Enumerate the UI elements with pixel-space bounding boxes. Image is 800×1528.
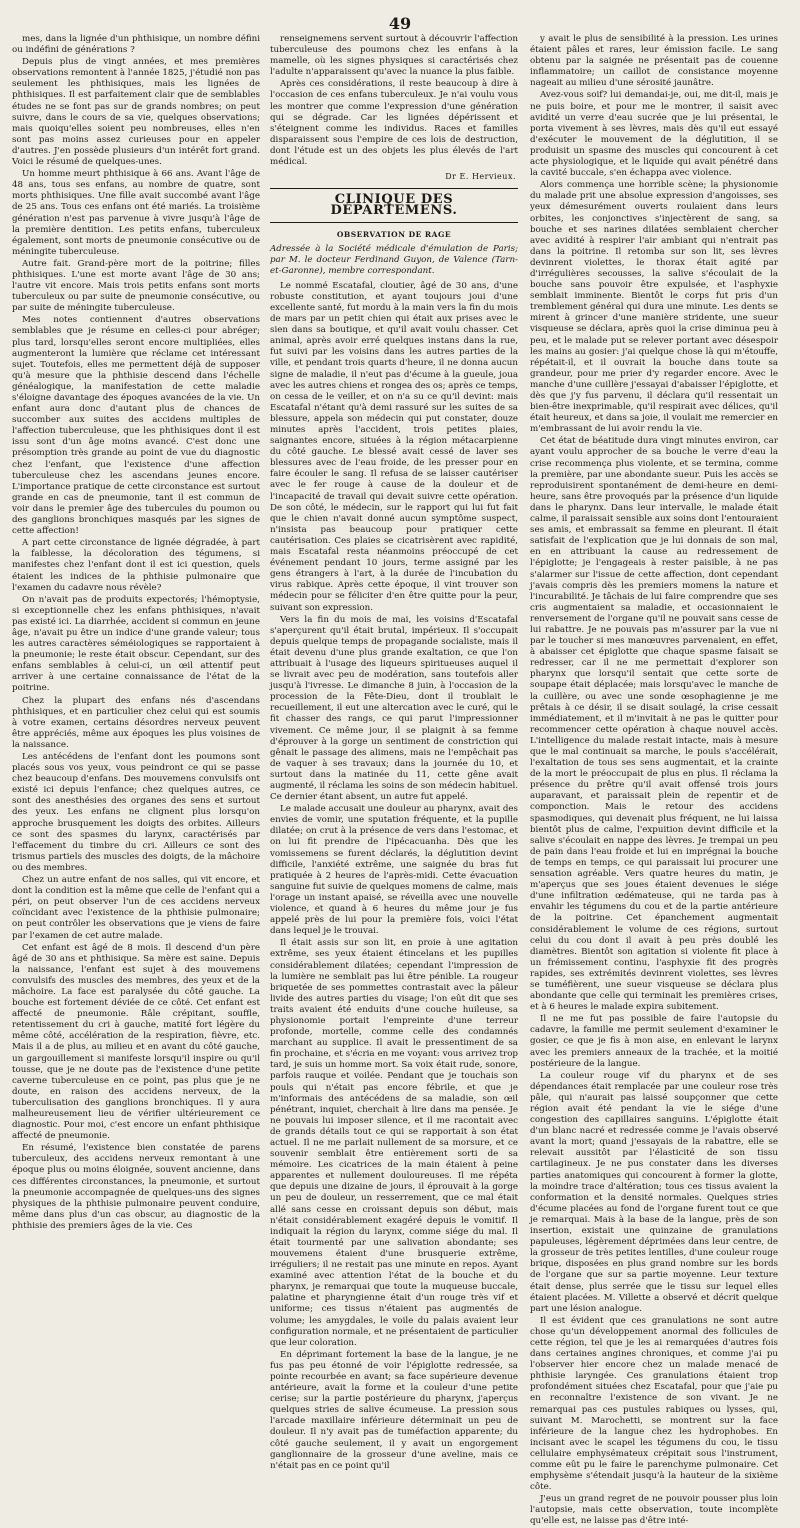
section-rule [270,188,518,189]
paragraph: renseignemens servent surtout à découvrir l'affection tuberculeuse des poumons chez les enfans à la mamelle, où les signes physiques si caractérisés chez l'adulte n'apparaissent qu'avec la nuance la plus faible. [270,34,518,78]
paragraph: Les antécédens de l'enfant dont les poumons sont placés sous vos yeux, vous peindront ce qui se passe chez beaucoup d'enfans. Des mouvemens convulsifs ont existé ici depuis l'enfance; chez quelques autres, ce sont des anesthésies des organes des sens et surtout des yeux. Les enfans ne clignent plus lorsqu'on approche brusquement les doigts des orbites. Ailleurs ce sont des spasmes du larynx, caractérisés par l'effacement du timbre du cri. Ailleurs ce sont des trismus partiels des muscles des doigts, de la mâchoire ou des membres. [12,752,260,873]
section-title: CLINIQUE DES DÉPARTEMENS. [330,192,458,219]
paragraph: Vers la fin du mois de mai, les voisins d'Escatafal s'aperçurent qu'il était brutal, impérieux. Il s'occupait depuis quelque temps de propagande socialiste, mais il était devenu d'une plus grande exaltation, ce que l'on attribuait à l'usage des liqueurs spiritueuses auquel il se livrait avec peu de modération, sans toutefois aller jusqu'à l'ivresse. Le dimanche 8 juin, à l'occasion de la procession de la Fête-Dieu, dont il troublait le recueillement, il eut une altercation avec le curé, qui le fit chasser des rangs, ce qui parut l'impressionner vivement. Ce même jour, il se plaignit à sa femme d'éprouver à la gorge un sentiment de constriction qui gênait le passage des alimens, mais ne l'empêchait pas de vaquer à ses travaux; dans la journée du 10, et surtout dans la matinée du 11, cette gêne avait augmenté, il réclama les soins de son médecin habituel. Ce dernier étant absent, un autre fut appelé. [270,614,518,803]
paragraph: On n'avait pas de produits expectorés; l'hémoptysie, si exceptionnelle chez les enfans phthisiques, n'avait pas existé ici. La diarrhée, accident si commun en jeune âge, n'avait pu être un indice d'une grande valeur; tous les autres caractères séméiologiques se rapportaient à la pneumonie; le reste était obscur. Cependant, sur des enfans semblables à celui-ci, un œil attentif peut arriver à une certaine connaissance de l'état de la poitrine. [12,594,260,694]
paragraph: mes, dans la lignée d'un phthisique, un nombre défini ou indéfini de générations ? [12,34,260,56]
paragraph: Un homme meurt phthisique à 66 ans. Avant l'âge de 48 ans, tous ses enfans, au nombre de quatre, sont morts phthisiques. Une fille avait succombé avant l'âge de 25 ans. Tous ces enfans ont été mariés. La troisième génération n'est pas parvenue à vivre jusqu'à l'âge de la première dentition. Les petits enfans, tuberculeux également, sont morts de pneumonie consécutive ou de méningite tuberculeuse. [12,169,260,257]
paragraph: Autre fait. Grand-père mort de la poitrine; filles phthisiques. L'une est morte avant l'âge de 30 ans; l'autre vit encore. Mais trois petits enfans sont morts tuberculeux ou par suite de pneumonie consécutive, ou par suite de méningite tuberculeuse. [12,258,260,314]
paragraph: Chez un autre enfant de nos salles, qui vit encore, et dont la condition est la même que celle de l'enfant qui a péri, on peut observer l'un de ces accidens nerveux coïncidant avec l'existence de la phthisie pulmonaire; on peut contrôler les observations que je viens de faire par l'examen de cet autre malade. [12,875,260,941]
paragraph: En déprimant fortement la base de la langue, je ne fus pas peu étonné de voir l'épiglotte redressée, sa pointe recourbée en avant; sa face supérieure devenue antérieure, avait la forme et la couleur d'une petite cerise; sur la partie postérieure du pharynx, j'aperçus quelques stries de salive écumeuse. La pression sous l'arcade maxillaire inférieure déterminait un peu de douleur. Il n'y avait pas de tuméfaction apparente; du côté gauche seulement, il y avait un engorgement ganglionnaire de la grosseur d'une aveline, mais ce n'était pas en ce point qu'il [270,1349,518,1471]
article-intro: Adressée à la Société médicale d'émulation de Paris; par M. le docteur Ferdinand Guyon, de Valence (Tarn-et-Garonne), membre correspondant. [270,243,518,276]
column-middle [270,34,519,1471]
paragraph: Mes notes contiennent d'autres observations semblables que je résume en celles-ci pour abréger; plus tard, lorsqu'elles seront encore multipliées, elles augmenteront la lumière que réclame cet intéressant sujet. Toutefois, elles me permettent déjà de supposer qu'à mesure que la phthisie descend dans l'échelle généalogique, la manifestation de cette maladie s'éloigne davantage des époques avancées de la vie. Un enfant aura donc d'autant plus de chances de succomber aux suites des accidens multiples de l'affection tuberculeuse, que les phthisiques dont il est issu sont d'un âge moins avancé. C'est donc une présomption très grande au point de vue du diagnostic chez l'enfant, que l'existence d'une affection tuberculeuse chez les ascendans jeunes encore. L'importance pratique de cette circonstance est surtout grande en cas de pneumonie, tant il est commun de voir dans le premier âge des tubercules du poumon ou des ganglions bronchiques masqués par les signes de cette affection! [12,315,260,537]
paragraph: En résumé, l'existence bien constatée de parens tuberculeux, des accidens nerveux remontant à une époque plus ou moins éloignée, souvent ancienne, dans ces différentes circonstances, la pneumonie, et surtout la pneumonie accompagnée de quelques-uns des signes physiques de la phthisie pulmonaire peuvent conduire, même dans plus d'un cas obscur, au diagnostic de la phthisie des premiers âges de la vie. Ces [12,1143,260,1231]
paragraph: y avait le plus de sensibilité à la pression. Les urines étaient pâles et rares, leur émission facile. Le sang obtenu par la saignée ne présentait pas de couenne inflammatoire; un caillot de consistance moyenne nageait au milieu d'une sérosité jaunâtre. [530,34,778,89]
paragraph: J'eus un grand regret de ne pouvoir pousser plus loin l'autopsie, mais cette observation, toute incomplète qu'elle est, ne laisse pas d'être inté- [530,1494,778,1527]
paragraph: La couleur rouge vif du pharynx et de ses dépendances était remplacée par une couleur rose très pâle, qui n'aurait pas laissé soupçonner que cette région avait été pendant la vie le siége d'une congestion des capillaires sanguins. L'épiglotte était d'un blanc nacré et redressée comme je l'avais observé avant la mort; quand j'essayais de la rabattre, elle se relevait aussitôt par l'élasticité de son tissu cartilagineux. Je ne pus constater dans les diverses parties anatomiques qui concourent à former la glotte, la moindre trace d'altération; tous ces tissus avaient la conformation et la densité normales. Quelques stries d'écume placées au fond de l'organe furent tout ce que je remarquai. Mais à la base de la langue, près de son insertion, existait une quinzaine de granulations papuleuses, légèrement déprimées dans leur centre, de la grosseur de très petites lentilles, d'une couleur rouge brique, disposées en plus grand nombre sur les bords de l'organe que sur sa partie moyenne. Leur texture était dense, plus serrée que le tissu sur lequel elles étaient placées. M. Villette a observé et décrit quelque part une lésion analogue. [530,1070,778,1314]
paragraph: Après ces considérations, il reste beaucoup à dire à l'occasion de ces enfans tuberculeux. Je n'ai voulu vous les montrer que comme l'expression d'une génération qui se dégrade. Car les lignées dépérissent et s'éteignent comme les individus. Races et familles disparaissent sous l'empire de ces lois de destruction, dont l'étude est un des objets les plus élevés de l'art médical. [270,79,518,168]
author-signature: Dr E. Hervieux. [445,172,516,182]
paragraph: Le nommé Escatafal, cloutier, âgé de 30 ans, d'une robuste constitution, et ayant toujours joui d'une excellente santé, fut mordu à la main vers la fin du mois de mars par un petit chien qui était aux prises avec le sien dans sa boutique, et qu'il avait voulu chasser. Cet animal, après avoir erré quelques instans dans la rue, fut suivi par les voisins dans les autres parties de la ville, et pendant trois quarts d'heure, il ne donna aucun signe de maladie, il n'eut pas d'écume à la gueule, joua avec les autres chiens et rongea des os; après ce temps, on cessa de le veiller, et on n'a su ce qu'il devint: mais Escatafal n'étant qu'à demi rassuré sur les suites de sa blessure, appela son médecin qui put constater, douze minutes après l'accident, trois petites plaies, saignantes encore, situées à la région métacarpienne du côté gauche. Le blessé avait cessé de laver ses blessures avec de l'eau froide, de les presser pour en faire écouler le sang. Il refusa de se laisser cautériser avec le fer rouge à cause de la douleur et de l'incapacité de travail qui devait suivre cette opération. De son côté, le médecin, sur le rapport qui lui fut fait que le chien n'avait donné aucun symptôme suspect, n'insista pas beaucoup pour pratiquer cette cautérisation. Ces plaies se cicatrisèrent avec rapidité, mais Escatafal resta néanmoins préoccupé de cet événement pendant 10 jours, terme assigné par les gens étrangers à l'art, à la durée de l'incubation du virus rabique. Après cette époque, il vint trouver son médecin pour se féliciter d'en être quitte pour la peur, suivant son expression. [270,280,518,613]
paragraph: Il était assis sur son lit, en proie à une agitation extrême, ses yeux étaient étincelans et les pupilles considérablement dilatées; cependant l'impression de la lumière ne semblait pas lui être pénible. La rougeur briquetée de ses pommettes contrastait avec la pâleur livide des autres parties du visage; l'on eût dit que ses traits avaient été enduits d'une couche huileuse, sa physionomie portait l'empreinte d'une terreur profonde, mortelle, comme celle des condamnés marchant au supplice. Il avait le pressentiment de sa fin prochaine, et s'écria en me voyant: vous arrivez trop tard, je suis un homme mort. Sa voix était rude, sonore, parfois rauque et voilée. Pendant que je touchais son pouls qui n'était pas encore fébrile, et que je m'informais des antécédens de sa maladie, son œil pénétrant, inquiet, cherchait à lire dans ma pensée. Je ne pouvais lui imposer silence, et il me racontait avec de grands détails tout ce qui se rapportait à son état actuel. Il ne me parlait nullement de sa morsure, et ce souvenir semblait être entièrement sorti de sa mémoire. Les cicatrices de la main étaient à peine apparentes et nullement douloureuses. Il me répéta que depuis une dizaine de jours, il éprouvait à la gorge un peu de douleur, un resserrement, que ce mal était allé sans cesse en croissant depuis son début, mais n'était considérablement exagéré depuis le vomitif. Il indiquait la région du larynx, comme siége du mal. Il était tourmenté par une salivation abondante; ses mouvemens étaient d'une brusquerie extrême, irréguliers; il ne restait pas une minute en repos. Ayant examiné avec attention l'état de la bouche et du pharynx, je remarquai que toute la muqueuse buccale, palatine et pharyngienne était d'un rouge très vif et uniforme; ces tissus n'étaient pas augmentés de volume; les amygdales, le voile du palais avaient leur configuration normale, et ne présentaient de particulier que leur coloration. [270,938,518,1348]
paragraph: Il est évident que ces granulations ne sont autre chose qu'un développement anormal des follicules de cette région, tel que je les ai remarquées d'autres fois dans certaines angines chroniques, et comme j'ai pu l'observer hier encore chez un malade menacé de phthisie laryngée. Ces granulations étaient trop profondément situées chez Escatafal, pour que j'aie pu en reconnaître l'existence de son vivant. Je ne remarquai pas ces pustules rabiques ou lysses, qui, suivant M. Marochetti, se montrent sur la face inférieure de la langue chez les hydrophobes. En incisant avec le scapel les tégumens du cou, le tissu cellulaire emphysémateux crépitait sous l'instrument, comme eût pu le faire le parenchyme pulmonaire. Cet emphysème s'étendait jusqu'à la hauteur de la sixième côte. [530,1315,778,1493]
paragraph: Cet état de béatitude dura vingt minutes environ, car ayant voulu approcher de sa bouche le verre d'eau la crise recommença plus violente, et se termina, comme la première, par une abondante sueur. Puis les accès se reproduisirent spontanément de demi-heure en demi-heure, sans être provoqués par la présence d'un liquide dans le pharynx. Dans leur intervalle, le malade était calme, il paraissait sensible aux soins dont l'entouraient ses amis, et embrassait sa femme en pleurant. Il était satisfait de l'explication que je lui donnais de son mal, en en attribuant la cause au redressement de l'épiglotte; je l'engageais à rester paisible, à ne pas s'alarmer sur l'issue de cette affection, dont cependant j'avais compris dès les premiers momens la nature et l'incurabilité. Je tâchais de lui faire comprendre que ses cris augmentaient sa maladie, et occasionnaient le renversement de l'organe qu'il ne pouvait sans cesse de lui rabattre. Je ne pouvais pas m'assurer par la vue ni par le toucher si mes manœuvres parvenaient, en effet, à abaisser cet épiglotte que chaque spasme faisait se redresser, car il ne me permettait d'explorer son pharynx que lorsqu'il sentait que cette sorte de soupape était déplacée; mais lorsqu'avec le manche de la cuillère, ou avec une sonde œsophagienne je me prêtais à ce désir, il se disait soulagé, la crise cessait immédiatement, et il m'invitait à ne pas le quitter pour recommencer cette opération à chaque nouvel accès. L'intelligence du malade restait intacte, mais à mesure que le mal continuait sa marche, le pouls s'accélérait, l'exaltation de tous ses sens augmentait, et la crainte de la mort le préoccupait de plus en plus. Il réclama la présence du prêtre qu'il avait offensé trois jours auparavant, et paraissait plein de repentir et de componction. Mais le retour des accidens spasmodiques, qui devenait plus fréquent, ne lui laissa bientôt plus de calme, l'expuition devint difficile et la salive s'écoulait en nappe des lèvres. Je trempai un peu de pain dans l'eau froide et lui en imprégnai la bouche de temps en temps, ce qui paraissait lui procurer une sensation agréable. Vers quatre heures du matin, je m'aperçus que ses joues étaient devenues le siége d'une infiltration œdémateuse, qui ne tarda pas à envahir les tégumens du cou et de la partie antérieure de la poitrine. Cet épanchement augmentait considérablement le volume de ces régions, surtout celui du cou dont il avait à peu près doublé les diamètres. Bientôt son agitation si violente fit place à un frémissement continu, l'asphyxie fit des progrès rapides, ses extrémités devinrent violettes, ses lèvres se tuméfièrent, une sueur visqueuse se déclara plus abondante que celle qui terminait les premières crises, et à 6 heures le malade expira subitement. [530,436,778,1013]
column-left [12,34,260,1231]
paragraph: A part cette circonstance de lignée dégradée, à part la faiblesse, la décoloration des tégumens, si manifestes chez l'enfant dont il est ici question, quels étaient les indices de la phthisie pulmonaire que l'examen du cadavre nous révèle? [12,538,260,593]
paragraph: Depuis plus de vingt années, et mes premières observations remontent à l'année 1825, j'étudié non pas seulement les phthisiques, mais les lignées de phthisiques. Il est parfaitement clair que de semblables études ne se font pas sur de grands nombres; on peut suivre, dans le cours de sa vie, quelques observations; mais quoiqu'elles soient peu nombreuses, elles n'en sont pas moins assez curieuses pour en appeler d'autres. J'en possède plusieurs d'un intérêt fort grand. Voici le résumé de quelques-unes. [12,57,260,168]
paragraph: Avez-vous soif? lui demandai-je, oui, me dit-il, mais je ne puis boire, et pour me le montrer, il saisit avec avidité un verre d'eau sucrée que je lui présentai, le porta vivement à ses lèvres, mais dès qu'il eut essayé d'exécuter le mouvement de la déglutition, il se produisit un spasme des muscles qui concourent à cet acte physiologique, et le liquide qui avait pénétré dans la cavité buccale, s'en échappa avec violence. [530,90,778,179]
paragraph: Alors commença une horrible scène; la physionomie du malade prit une absolue expression d'angoisses, ses yeux démesurément ouverts roulaient dans leurs orbites, les conjonctives s'injectèrent de sang, sa bouche et ses narines dilatées semblaient chercher avec avidité à respirer l'air ambiant qui n'entrait pas dans la poitrine. Il retomba sur son lit, ses lèvres devinrent violettes, le thorax était agité par d'irrégulières secousses, la salive s'écoulait de la bouche sans pouvoir être expulsée, et l'asphyxie semblait imminente. Bientôt le corps fut pris d'un tremblement général qui dura une minute. Les dents se mirent à grincer d'une manière stridente, une sueur visqueuse se déclara, après quoi la crise diminua peu à peu, et le malade put se relever portant avec désespoir les mains au gosier: j'ai quelque chose là qui m'étouffe, répétait-il, et il ouvrait la bouche dans toute sa grandeur, pour me prier d'y regarder encore. Avec le manche d'une cuillère j'essayai d'abaisser l'épiglotte, et dès que j'y fus parvenu, il déclara qu'il ressentait un bien-être inexprimable, qu'il respirait avec délices, qu'il était heureux, et dans sa joie, il voulait me remercier en m'embrassant de lui avoir rendu la vie. [530,180,778,435]
paragraph: Chez la plupart des enfans nés d'ascendans phthisiques, et en particulier chez celui qui est soumis à votre examen, certains désordres nerveux peuvent être appréciés, même aux époques les plus voisines de la naissance. [12,695,260,750]
paragraph: Le malade accusait une douleur au pharynx, avait des envies de vomir, une sputation fréquente, et la pupille dilatée; on crut à la présence de vers dans l'estomac, et on lui fit prendre de l'ipécacuanha. Dès que les vomissemens se furent déclarés, la déglutition devint difficile, l'anxiété extrême, une saignée du bras fut pratiquée à 2 heures de l'après-midi. Cette évacuation sanguine fut suivie de quelques momens de calme, mais l'orage un instant apaisé, se réveilla avec une nouvelle violence, et quand à 6 heures du même jour je fus appelé près de lui pour la première fois, voici l'état dans lequel je le trouvai. [270,804,519,937]
paragraph: Cet enfant est âgé de 8 mois. Il descend d'un père âgé de 30 ans et phthisique. Sa mère est saine. Depuis la naissance, l'enfant est sujet à des mouvemens convulsifs des muscles des membres, des yeux et de la mâchoire. La face est paralysée du côté gauche. La bouche est fortement déviée de ce côté. Cet enfant est affecté de pneumonie. Râle crépitant, souffle, retentissement du cri à gauche, matité fort légère du même côté, accélération de la respiration, fièvre, etc. Mais il a de plus, au milieu et en avant du côté gauche, un gargouillement si manifeste lorsqu'il inspire ou qu'il tousse, que je ne doute pas de l'existence d'une petite caverne tuberculeuse en ce point, pas plus que je ne doute, en raison des accidens nerveux, de la tuberculisation des ganglions bronchiques. Il y aura malheureusement lieu de vérifier ultérieurement ce diagnostic. Pour moi, c'est encore un enfant phthisique affecté de pneumonie. [12,942,260,1142]
column-right [530,34,778,1527]
section-rule [270,222,518,223]
paragraph: Il ne me fut pas possible de faire l'autopsie du cadavre, la famille me permit seulement d'examiner le gosier, ce que je fis à mon aise, en enlevant le larynx avec les premiers anneaux de la trachée, et la moitié postérieure de la langue. [530,1014,778,1069]
subsection-title: OBSERVATION DE RAGE [336,230,452,240]
page-number: 49 [388,14,412,33]
